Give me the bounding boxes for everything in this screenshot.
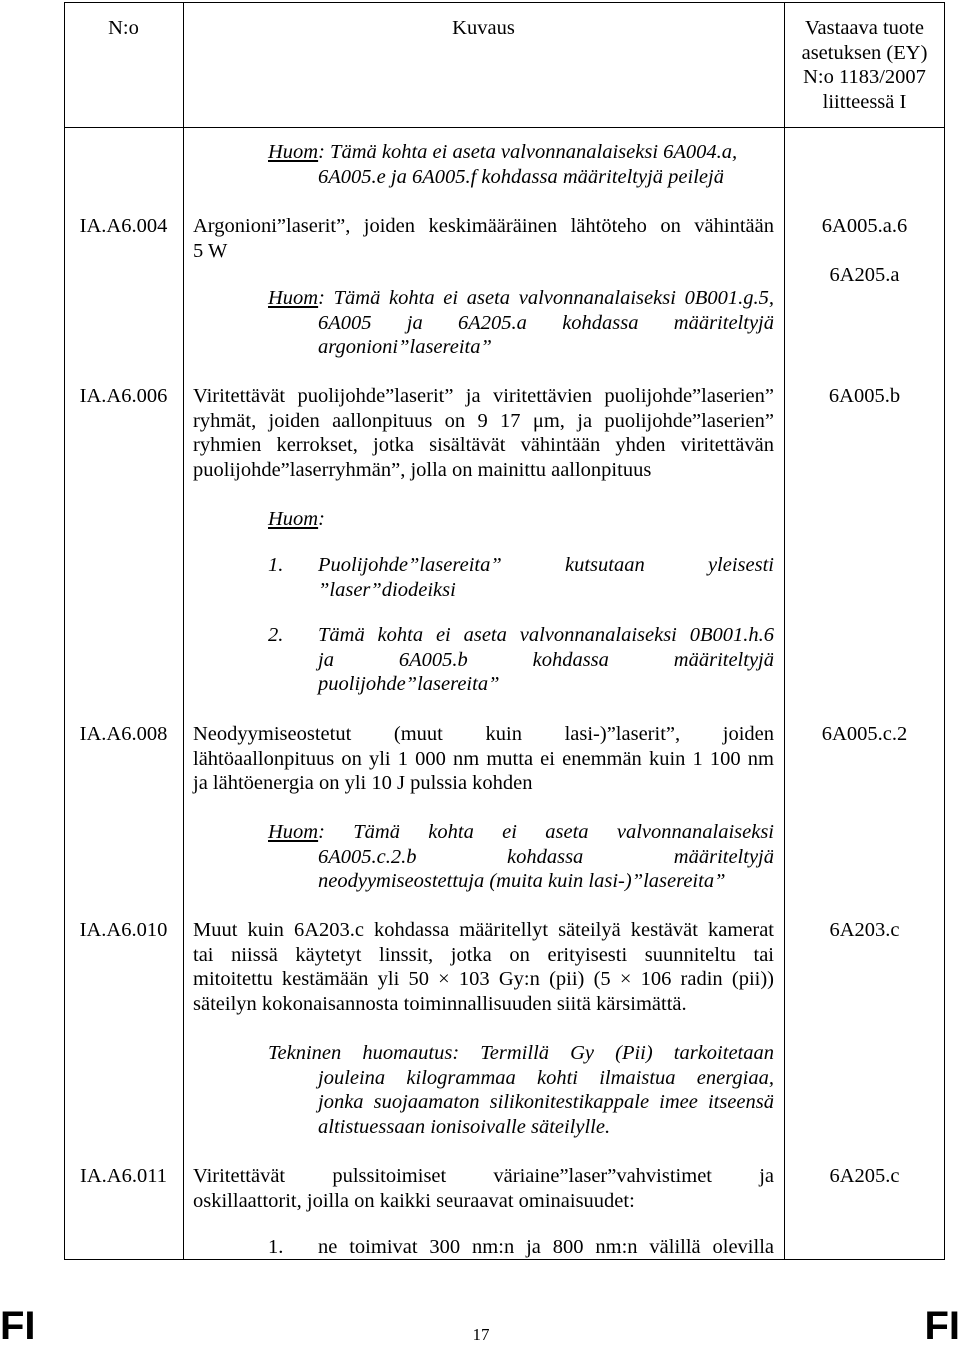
note-colon: : (318, 508, 325, 530)
note-list-item (268, 553, 774, 602)
note-line (268, 286, 774, 311)
description-line: tai niissä käytetyt linssit, jotka on erityisesti suunniteltu tai (193, 943, 774, 966)
header-divider (64, 127, 945, 128)
description-line: Muut kuin 6A203.c kohdassa määritellyt säteilyä kestävät kamerat (193, 919, 774, 941)
note-line: altistuessaan ionisoivalle säteilylle. (318, 1115, 611, 1138)
note-line: argonioni”lasereita” (318, 336, 492, 359)
header-number: N:o (108, 17, 139, 39)
note-text: Termillä Gy (Pii) tarkoitetaan (459, 1042, 774, 1064)
note-label: Tekninen huomautus: (268, 1042, 460, 1064)
note-line: Tämä kohta ei aseta valvonnanalaiseksi 0B001.h.6 (318, 624, 774, 646)
note-text: : Tämä kohta ei aseta valvonnanalaiseksi 0B001.g.5, (318, 287, 774, 309)
entry-equivalent: 6A205.c (829, 1165, 900, 1187)
note-line (268, 140, 774, 165)
entry-note (268, 820, 774, 894)
description-line: Viritettävät pulssitoimiset väriaine”laser”vahvistimet ja (193, 1165, 774, 1187)
note-list-item (268, 623, 774, 697)
entry-number: IA.A6.010 (79, 919, 168, 941)
header-equivalent-line: liitteessä I (822, 90, 907, 113)
description-line: Argonioni”laserit”, joiden keskimääräinen lähtöteho on vähintään (193, 215, 774, 237)
note-text: : Tämä kohta ei aseta valvonnanalaiseksi 6A004.a, (318, 141, 738, 163)
header-equivalent-line: asetuksen (EY) (801, 41, 928, 64)
language-code-left: FI (0, 1304, 36, 1348)
entry-number: IA.A6.006 (79, 385, 168, 407)
intro-note (268, 140, 774, 189)
description-line: lähtöaallonpituus on yli 1 000 nm mutta ei enemmän kuin 1 100 nm (193, 747, 774, 770)
note-line: 6A005 ja 6A205.a kohdassa määriteltyjä (318, 311, 774, 334)
list-number: 1. (268, 1236, 284, 1258)
note-line: ja 6A005.b kohdassa määriteltyjä (318, 648, 774, 671)
header-equivalent (784, 16, 945, 114)
note-line: ”laser”diodeiksi (318, 578, 456, 601)
entry-equivalent: 6A005.a.6 (821, 215, 908, 237)
note-line (268, 820, 774, 845)
entry-description (193, 214, 774, 263)
note-line: 6A005.c.2.b kohdassa määriteltyjä (318, 845, 774, 868)
entry-description (193, 918, 774, 1016)
note-line: jouleina kilogrammaa kohti ilmaistua energiaa, (318, 1066, 774, 1089)
note-label: Huom (268, 821, 319, 843)
description-line: puolijohde”laserryhmän”, jolla on mainittu aallonpituus (193, 458, 652, 481)
list-item-line: ne toimivat 300 nm:n ja 800 nm:n välillä olevilla (318, 1236, 774, 1258)
description-line: oskillaattorit, joilla on kaikki seuraavat ominaisuudet: (193, 1189, 635, 1212)
note-text: : Tämä kohta ei aseta valvonnanalaiseksi (318, 821, 774, 843)
note-label: Huom (268, 508, 319, 530)
description-line: ryhmät, joiden aallonpituus on 9 17 μm, ja puolijohde”laserien” (193, 409, 774, 432)
entry-description (193, 384, 774, 482)
note-line: neodyymiseostettuja (muita kuin lasi-)”lasereita” (318, 870, 726, 893)
header-equivalent-line: Vastaava tuote (805, 17, 924, 39)
description-line: ryhmien kerrokset, jotka sisältävät vähintään yhden viritettävän (193, 434, 774, 457)
note-label: Huom (268, 287, 319, 309)
language-code-right: FI (924, 1304, 960, 1348)
entry-description (193, 1164, 774, 1213)
entry-equivalent: 6A005.b (828, 385, 901, 407)
entry-number: IA.A6.004 (79, 215, 168, 237)
header-description: Kuvaus (452, 17, 515, 39)
entry-number: IA.A6.011 (80, 1165, 167, 1187)
description-line: ja lähtöenergia on yli 10 J pulssia kohden (193, 772, 533, 795)
entry-note (268, 286, 774, 360)
note-line: puolijohde”lasereita” (318, 673, 500, 696)
list-number: 1. (268, 554, 284, 576)
description-line: säteilyn kokonaisannosta toiminnallisuuden siitä kärsimättä. (193, 992, 687, 1015)
description-line: 5 W (193, 239, 228, 262)
description-line: mitoitettu kestämään yli 50 × 103 Gy:n (pii) (5 × 106 radin (pii)) (193, 968, 774, 991)
note-line (268, 1041, 774, 1066)
page-number: 17 (472, 1325, 490, 1344)
note-label: Huom (268, 141, 319, 163)
entry-description (193, 722, 774, 796)
note-heading (268, 507, 774, 532)
entry-equivalent: 6A205.a (829, 264, 900, 286)
note-line: jonka suojaamaton silikonitestikappale imee itseensä (318, 1091, 774, 1114)
column-divider (784, 2, 785, 1260)
technical-note (268, 1041, 774, 1139)
column-divider (183, 2, 184, 1260)
note-line: 6A005.e ja 6A005.f kohdassa määriteltyjä peilejä (318, 165, 724, 188)
header-equivalent-line: N:o 1183/2007 (803, 66, 926, 89)
list-number: 2. (268, 624, 284, 646)
description-line: Viritettävät puolijohde”laserit” ja viritettävien puolijohde”laserien” (193, 385, 774, 407)
entry-equivalent: 6A203.c (829, 919, 900, 941)
entry-number: IA.A6.008 (79, 723, 168, 745)
note-line: Puolijohde”lasereita” kutsutaan yleisesti (318, 554, 774, 576)
entry-equivalent: 6A005.c.2 (821, 723, 908, 745)
entry-list-item (268, 1235, 774, 1260)
description-line: Neodyymiseostetut (muut kuin lasi-)”laserit”, joiden (193, 723, 774, 745)
